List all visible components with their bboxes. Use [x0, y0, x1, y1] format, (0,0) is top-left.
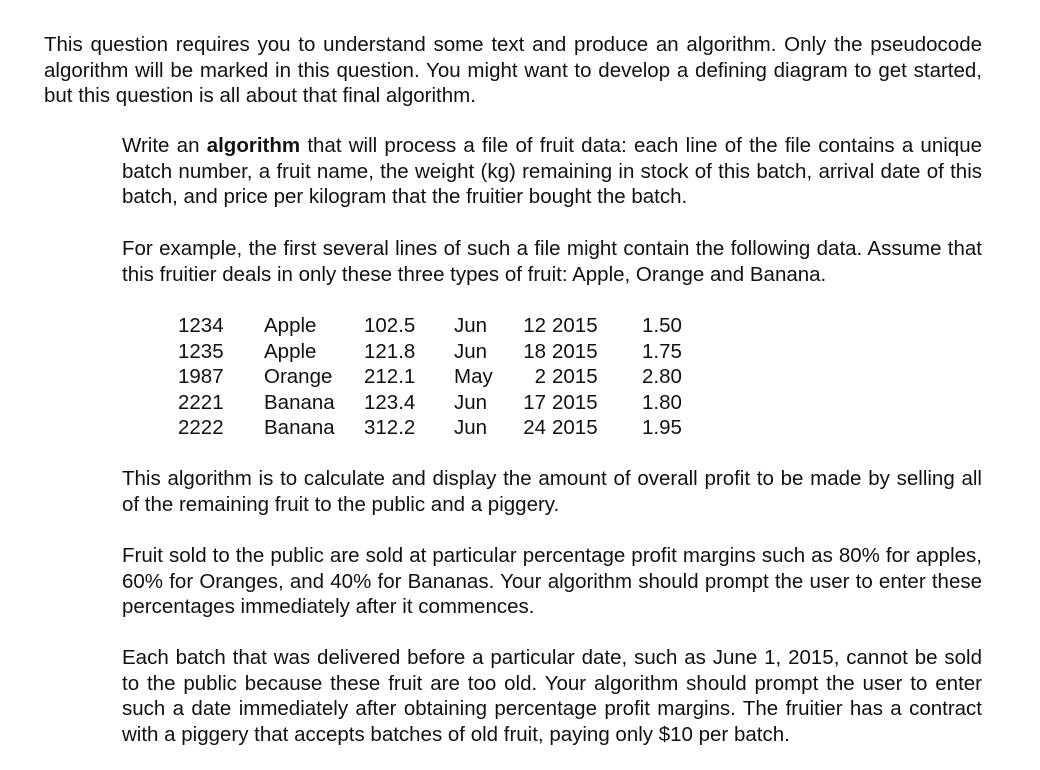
arrival-day-cell: 24 — [523, 416, 546, 439]
fruit-data-row — [178, 364, 692, 390]
weight-cell: 102.5 — [364, 314, 416, 337]
weight-cell: 212.1 — [364, 365, 416, 388]
arrival-month-cell: Jun — [454, 416, 488, 439]
fruit-data-body — [178, 313, 692, 441]
margins-paragraph: Fruit sold to the public are sold at particular percentage profit margins such as 80% for apples, 60% for Oranges, and 40% for Bananas. Your algorithm should prompt the user to enter these percentages immediately after it commences. — [122, 544, 982, 618]
batch-number-cell: 1234 — [178, 314, 224, 337]
fruit-name-cell: Banana — [264, 390, 335, 414]
batch-number-cell: 1987 — [178, 365, 224, 388]
arrival-year-cell: 2015 — [552, 314, 598, 337]
weight-cell: 123.4 — [364, 390, 416, 414]
weight-cell: 121.8 — [364, 339, 416, 363]
arrival-day-cell: 17 — [523, 390, 546, 414]
profit-paragraph: This algorithm is to calculate and display the amount of overall profit to be made by selling all of the remaining fruit to the public and a piggery. — [122, 467, 982, 516]
arrival-month-cell: May — [454, 365, 493, 388]
arrival-month-cell: Jun — [454, 314, 488, 337]
fruit-name-cell: Banana — [264, 416, 335, 439]
fruit-data-row — [178, 390, 692, 416]
arrival-month-cell: Jun — [454, 390, 488, 414]
batch-number-cell: 2221 — [178, 390, 224, 414]
task-paragraph — [122, 133, 982, 210]
intro-paragraph: This question requires you to understand some text and produce an algorithm. Only the pseudocode algorithm will be marked in this question. You might want to develop a defining diagram to get started, but this question is all about that final algorithm. — [44, 33, 982, 107]
fruit-data-row — [178, 313, 692, 339]
task-bold-algorithm: algorithm — [206, 134, 301, 157]
task-prefix: Write an — [122, 134, 207, 157]
batch-number-cell: 1235 — [178, 339, 224, 363]
arrival-month-cell: Jun — [454, 339, 488, 363]
arrival-year-cell: 2015 — [552, 365, 598, 388]
fruit-name-cell: Orange — [264, 365, 333, 388]
arrival-day-cell: 2 — [534, 365, 546, 388]
arrival-year-cell: 2015 — [552, 390, 598, 414]
arrival-day-cell: 18 — [523, 339, 546, 363]
date-paragraph: Each batch that was delivered before a particular date, such as June 1, 2015, cannot be sold to the public because these fruit are too old. Your algorithm should prompt the user to enter such a date immediately after obtaining percentage profit margins. The fruitier has a contract with a piggery that accepts batches of old fruit, paying only $10 per batch. — [122, 646, 982, 746]
fruit-data-row — [178, 339, 692, 365]
fruit-name-cell: Apple — [264, 339, 317, 363]
price-cell: 1.75 — [642, 339, 682, 363]
price-cell: 1.50 — [642, 314, 682, 337]
arrival-day-cell: 12 — [523, 314, 546, 337]
arrival-year-cell: 2015 — [552, 339, 598, 363]
example-paragraph: For example, the first several lines of such a file might contain the following data. Assume that this fruitier deals in only these three types of fruit: Apple, Orange and Banana. — [122, 237, 982, 286]
task-suffix: that will process a file of fruit data: each line of the file contains a unique batch number, a fruit name, the weight (kg) remaining in stock of this batch, arrival date of this batch, and price per kilogram that the fruitier bought the batch. — [122, 134, 982, 208]
batch-number-cell: 2222 — [178, 416, 224, 439]
fruit-data-row — [178, 415, 692, 441]
fruit-name-cell: Apple — [264, 314, 317, 337]
fruit-data-table — [178, 313, 692, 441]
weight-cell: 312.2 — [364, 416, 416, 439]
price-cell: 2.80 — [642, 365, 682, 388]
price-cell: 1.80 — [642, 390, 682, 414]
arrival-year-cell: 2015 — [552, 416, 598, 439]
price-cell: 1.95 — [642, 416, 682, 439]
